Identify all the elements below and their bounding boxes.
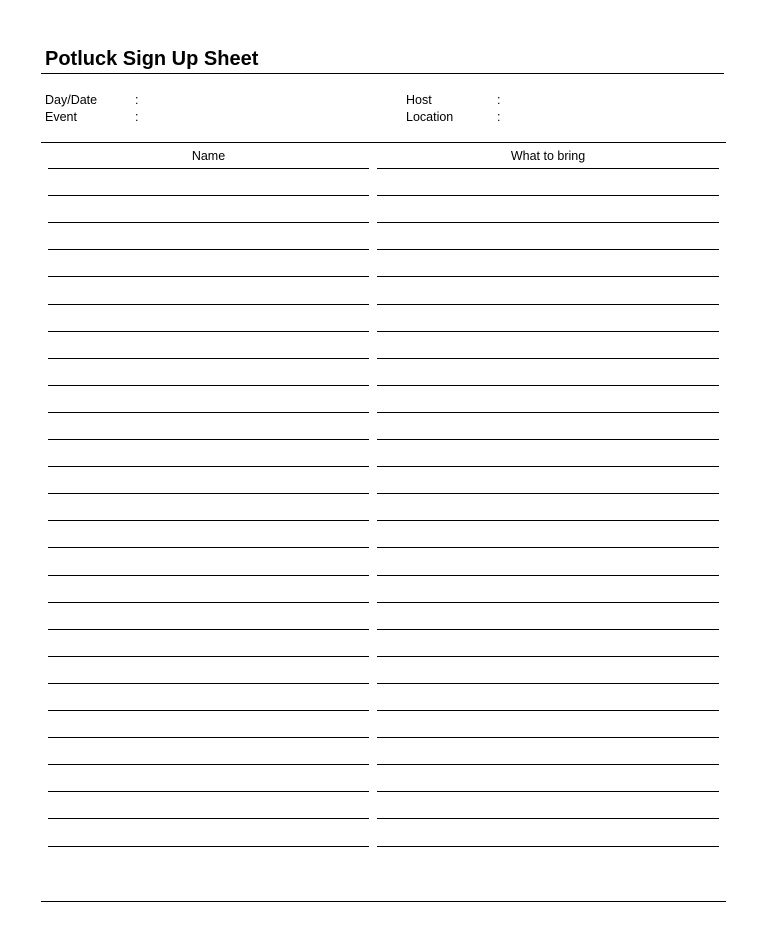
host-separator: : (497, 93, 501, 107)
name-entry-line[interactable] (48, 168, 369, 169)
page-title: Potluck Sign Up Sheet (45, 48, 259, 70)
location-separator: : (497, 110, 501, 124)
what-to-bring-entry-line[interactable] (377, 656, 719, 657)
title-underline (41, 73, 724, 74)
name-column-header: Name (191, 149, 226, 163)
what-to-bring-entry-line[interactable] (377, 249, 719, 250)
what-to-bring-entry-line[interactable] (377, 846, 719, 847)
name-entry-line[interactable] (48, 412, 369, 413)
name-entry-line[interactable] (48, 520, 369, 521)
name-entry-line[interactable] (48, 764, 369, 765)
day-date-separator: : (135, 93, 139, 107)
what-to-bring-entry-line[interactable] (377, 331, 719, 332)
name-entry-line[interactable] (48, 439, 369, 440)
what-to-bring-entry-line[interactable] (377, 791, 719, 792)
what-to-bring-entry-line[interactable] (377, 466, 719, 467)
name-entry-line[interactable] (48, 846, 369, 847)
event-value[interactable] (150, 110, 380, 125)
what-to-bring-entry-line[interactable] (377, 412, 719, 413)
what-to-bring-entry-line[interactable] (377, 276, 719, 277)
what-to-bring-entry-line[interactable] (377, 602, 719, 603)
name-entry-line[interactable] (48, 358, 369, 359)
name-entry-line[interactable] (48, 710, 369, 711)
what-to-bring-entry-line[interactable] (377, 737, 719, 738)
name-entry-line[interactable] (48, 304, 369, 305)
location-label: Location (406, 110, 454, 124)
name-entry-line[interactable] (48, 575, 369, 576)
event-label: Event (45, 110, 77, 124)
host-value[interactable] (512, 93, 722, 108)
what-to-bring-entry-line[interactable] (377, 575, 719, 576)
info-divider (41, 142, 726, 143)
name-entry-line[interactable] (48, 331, 369, 332)
name-entry-line[interactable] (48, 493, 369, 494)
what-to-bring-entry-line[interactable] (377, 683, 719, 684)
what-to-bring-entry-line[interactable] (377, 547, 719, 548)
name-entry-line[interactable] (48, 791, 369, 792)
what-to-bring-entry-line[interactable] (377, 629, 719, 630)
name-entry-line[interactable] (48, 276, 369, 277)
name-entry-line[interactable] (48, 385, 369, 386)
name-entry-line[interactable] (48, 195, 369, 196)
name-entry-line[interactable] (48, 222, 369, 223)
what-to-bring-entry-line[interactable] (377, 168, 719, 169)
what-to-bring-entry-line[interactable] (377, 764, 719, 765)
name-entry-line[interactable] (48, 249, 369, 250)
what-to-bring-column-header: What to bring (510, 149, 586, 163)
name-entry-line[interactable] (48, 602, 369, 603)
what-to-bring-entry-line[interactable] (377, 222, 719, 223)
what-to-bring-entry-line[interactable] (377, 304, 719, 305)
what-to-bring-entry-line[interactable] (377, 439, 719, 440)
name-entry-line[interactable] (48, 629, 369, 630)
name-entry-line[interactable] (48, 466, 369, 467)
what-to-bring-entry-line[interactable] (377, 358, 719, 359)
name-entry-line[interactable] (48, 683, 369, 684)
day-date-label: Day/Date (45, 93, 98, 107)
name-entry-line[interactable] (48, 656, 369, 657)
what-to-bring-entry-line[interactable] (377, 385, 719, 386)
name-entry-line[interactable] (48, 818, 369, 819)
location-value[interactable] (512, 110, 722, 125)
day-date-value[interactable] (150, 93, 380, 108)
event-separator: : (135, 110, 139, 124)
what-to-bring-entry-line[interactable] (377, 493, 719, 494)
what-to-bring-entry-line[interactable] (377, 195, 719, 196)
name-entry-line[interactable] (48, 547, 369, 548)
host-label: Host (406, 93, 432, 107)
name-entry-line[interactable] (48, 737, 369, 738)
what-to-bring-entry-line[interactable] (377, 710, 719, 711)
what-to-bring-entry-line[interactable] (377, 818, 719, 819)
bottom-divider (41, 901, 726, 902)
what-to-bring-entry-line[interactable] (377, 520, 719, 521)
